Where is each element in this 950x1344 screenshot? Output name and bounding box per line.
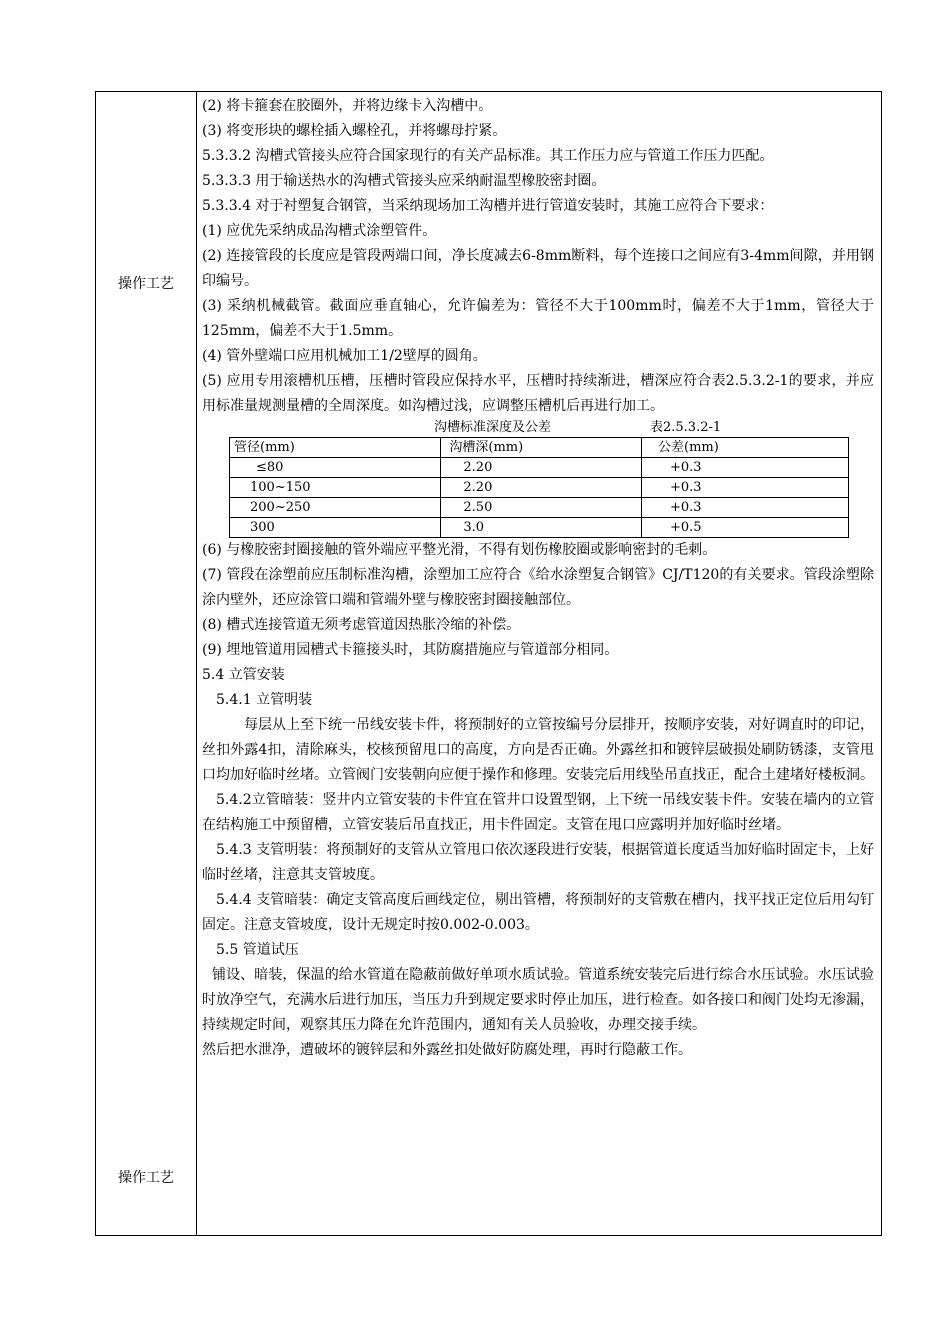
paragraph: 5.3.3.3 用于输送热水的沟槽式管接头应采纳耐温型橡胶密封圈。 — [202, 173, 606, 189]
paragraph: 5.3.3.4 对于衬塑复合钢管，当采纳现场加工沟槽并进行管道安装时，其施工应符合下要求： — [202, 198, 774, 214]
groove-depth-table — [229, 437, 849, 538]
table-cell: 2.20 — [441, 478, 642, 498]
table-cell: ≤80 — [230, 458, 441, 478]
paragraph: (3) 将变形块的螺栓插入螺栓孔，并将螺母拧紧。 — [202, 123, 507, 139]
table-cell: +0.5 — [642, 518, 849, 538]
section-heading: 5.5 管道试压 — [216, 942, 299, 958]
paragraph: 5.3.3.2 沟槽式管接头应符合国家现行的有关产品标准。其工作压力应与管道工作压力匹配。 — [202, 148, 774, 164]
table-cell: 200~250 — [230, 498, 441, 518]
table-header-cell: 沟槽深(mm) — [441, 438, 642, 458]
content-cell — [202, 94, 874, 1063]
side-label-bottom: 操作工艺 — [118, 1170, 174, 1186]
table-header-row — [230, 438, 849, 458]
paragraph: (8) 槽式连接管道无须考虑管道因热胀冷缩的补偿。 — [202, 617, 521, 633]
paragraph: (1) 应优先采纳成品沟槽式涂塑管件。 — [202, 223, 437, 239]
paragraph: 5.4.4 支管暗装：确定支管高度后画线定位，剔出管槽，将预制好的支管敷在槽内，找平找正定位后用勾钉固定。注意支管坡度，设计无规定时按0.002-0.003。 — [202, 892, 874, 933]
table-cell: 3.0 — [441, 518, 642, 538]
table-header-cell: 公差(mm) — [642, 438, 849, 458]
paragraph: 5.4.3 支管明装：将预制好的支管从立管甩口依次逐段进行安装，根据管道长度适当加好临时固定卡，上好临时丝堵，注意其支管坡度。 — [202, 842, 874, 883]
table-row — [230, 478, 849, 498]
paragraph: (7) 管段在涂塑前应压制标准沟槽，涂塑加工应符合《给水涂塑复合钢管》CJ/T120的有关要求。管段涂塑除涂内壁外，还应涂管口端和管端外壁与橡胶密封圈接触部位。 — [202, 567, 874, 608]
paragraph: 每层从上至下统一吊线安装卡件，将预制好的立管按编号分层排开，按顺序安装，对好调直时的印记，丝扣外露4扣，清除麻头，校核预留甩口的高度，方向是否正确。外露丝扣和镀锌层破损处刷防锈漆，支管甩口均加好临时丝堵。立管阀门安装朝向应便于操作和修理。安装完后用线坠吊直找正，配合土建堵好楼板洞。 — [202, 717, 874, 783]
table-row — [230, 518, 849, 538]
column-divider — [196, 92, 197, 1235]
table-cell: 100~150 — [230, 478, 441, 498]
table-caption-title: 沟槽标准深度及公差 — [434, 420, 552, 435]
subsection-heading: 5.4.1 立管明装 — [216, 692, 313, 708]
paragraph: 5.4.2立管暗装：竖井内立管安装的卡件宜在管井口设置型钢，上下统一吊线安装卡件。安装在墙内的立管在结构施工中预留槽，立管安装后吊直找正，用卡件固定。支管在甩口应露明并加好临时丝堵。 — [202, 792, 874, 833]
paragraph: (9) 埋地管道用园槽式卡箍接头时，其防腐措施应与管道部分相同。 — [202, 642, 619, 658]
paragraph: 然后把水泄净，遭破坏的镀锌层和外露丝扣处做好防腐处理，再时行隐蔽工作。 — [202, 1042, 692, 1058]
paragraph: (5) 应用专用滚槽机压槽，压槽时管段应保持水平，压槽时持续渐进，槽深应符合表2.5.3.2-1的要求，并应用标准量规测量槽的全周深度。如沟槽过浅，应调整压槽机后再进行加工。 — [202, 373, 874, 414]
section-heading: 5.4 立管安装 — [202, 667, 285, 683]
table-caption — [202, 419, 874, 437]
table-cell: +0.3 — [642, 458, 849, 478]
paragraph: (3) 采纳机械截管。截面应垂直轴心，允许偏差为：管径不大于100mm时，偏差不大于1mm，管径大于125mm，偏差不大于1.5mm。 — [202, 298, 874, 339]
table-header-cell: 管径(mm) — [230, 438, 441, 458]
table-cell: 300 — [230, 518, 441, 538]
paragraph: (4) 管外壁端口应用机械加工1/2壁厚的圆角。 — [202, 348, 487, 364]
table-cell: 2.50 — [441, 498, 642, 518]
table-cell: 2.20 — [441, 458, 642, 478]
side-label-top: 操作工艺 — [118, 276, 174, 292]
table-row — [230, 498, 849, 518]
paragraph: (2) 将卡箍套在胶圈外，并将边缘卡入沟槽中。 — [202, 98, 493, 114]
paragraph: (2) 连接管段的长度应是管段两端口间，净长度减去6-8mm断料，每个连接口之间应有3-4mm间隙，并用钢印编号。 — [202, 248, 874, 289]
paragraph: (6) 与橡胶密封圈接触的管外端应平整光滑，不得有划伤橡胶圈或影响密封的毛刺。 — [202, 542, 717, 558]
table-cell: +0.3 — [642, 498, 849, 518]
table-number: 表2.5.3.2-1 — [650, 420, 722, 435]
document-table-frame — [95, 91, 882, 1236]
table-cell: +0.3 — [642, 478, 849, 498]
paragraph: 铺设、暗装，保温的给水管道在隐蔽前做好单项水质试验。管道系统安装完后进行综合水压试验。水压试验时放净空气，充满水后进行加压，当压力升到规定要求时停止加压，进行检查。如各接口和阀门处均无渗漏，持续规定时间，观察其压力降在允许范围内，通知有关人员验收，办理交接手续。 — [202, 967, 874, 1033]
table-row — [230, 458, 849, 478]
